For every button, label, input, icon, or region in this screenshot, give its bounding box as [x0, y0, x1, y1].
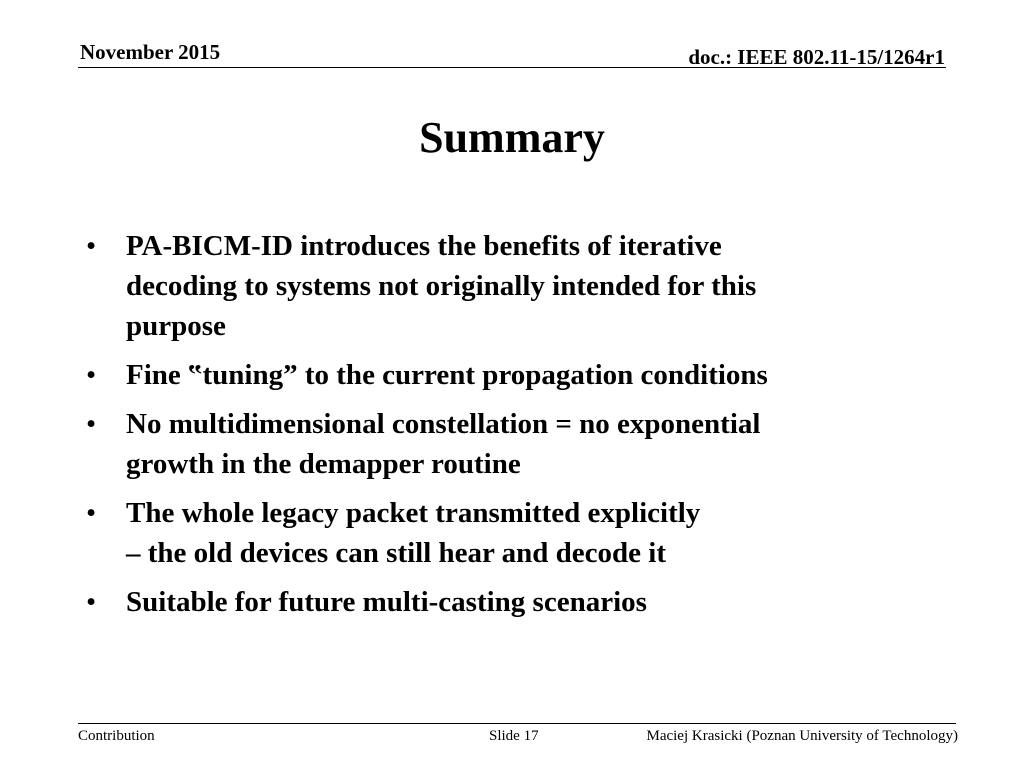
- bullet-item: [0, 226, 886, 346]
- bullet-marker-icon: •: [86, 497, 97, 529]
- footer-contribution: Contribution: [78, 728, 155, 744]
- bullet-item: [0, 404, 886, 484]
- bullet-text-line: The whole legacy packet transmitted explicitly: [126, 497, 701, 529]
- bullet-text-line: Suitable for future multi-casting scenarios: [126, 586, 647, 618]
- footer-slide-number: Slide 17: [489, 728, 539, 744]
- footer-divider: [78, 723, 956, 724]
- bullet-item: [0, 582, 886, 622]
- slide-title: Summary: [419, 113, 605, 162]
- bullet-item: [0, 493, 886, 573]
- header-divider: [78, 67, 946, 68]
- footer-author: Maciej Krasicki (Poznan University of Technology): [646, 728, 958, 744]
- header-doc-id: doc.: IEEE 802.11-15/1264r1: [688, 45, 945, 69]
- bullet-text-line: growth in the demapper routine: [126, 448, 521, 480]
- bullet-marker-icon: •: [86, 586, 97, 618]
- bullet-text-line: Fine ‟tuning” to the current propagation conditions: [126, 359, 768, 391]
- bullet-text-line: decoding to systems not originally intended for this: [126, 270, 757, 302]
- bullet-text-line: PA-BICM-ID introduces the benefits of iterative: [126, 230, 722, 262]
- bullet-item: [0, 355, 886, 395]
- bullet-marker-icon: •: [86, 408, 97, 440]
- bullet-text-line: – the old devices can still hear and decode it: [126, 537, 666, 569]
- header-date: November 2015: [80, 40, 221, 64]
- bullet-list: [0, 226, 1024, 631]
- bullet-text-line: purpose: [126, 310, 226, 342]
- bullet-marker-icon: •: [86, 359, 97, 391]
- bullet-marker-icon: •: [86, 230, 97, 262]
- bullet-text-line: No multidimensional constellation = no exponential: [126, 408, 761, 440]
